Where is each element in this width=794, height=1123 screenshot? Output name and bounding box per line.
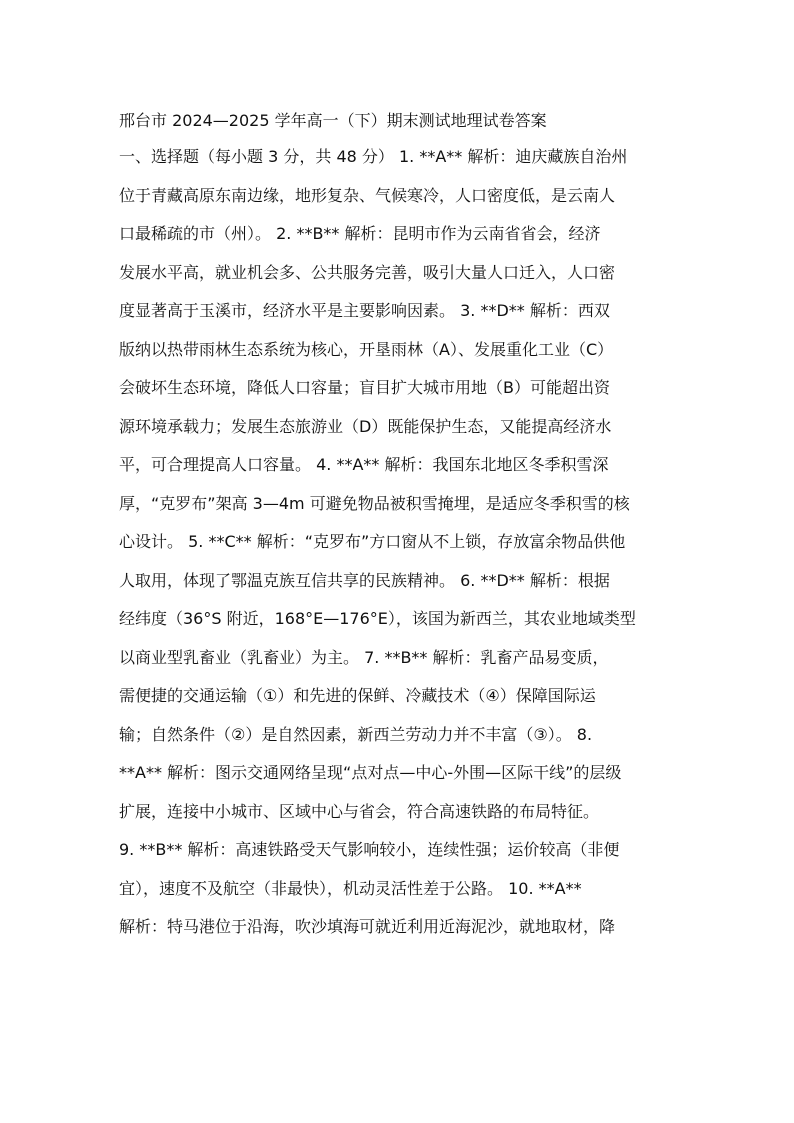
text-line: 心设计。 5. **C** 解析：“克罗布”方口窗从不上锁，存放富余物品供他 [119,532,626,551]
answer-body [119,144,685,953]
text-line: 厚，“克罗布”架高 3—4m 可避免物品被积雪掩埋，是适应冬季积雪的核 [119,493,630,513]
text-line: 会破坏生态环境，降低人口容量；盲目扩大城市用地（B）可能超出资 [119,378,610,397]
text-line: 宜），速度不及航空（非最快），机动灵活性差于公路。 10. **A** [119,878,582,898]
text-line: 输；自然条件（②）是自然因素，新西兰劳动力并不丰富（③）。 8. [119,724,593,744]
text-line: 9. **B** 解析：高速铁路受天气影响较小，连续性强；运价较高（非便 [119,840,620,859]
text-line: 人取用，体现了鄂温克族互信共享的民族精神。 6. **D** 解析：根据 [119,570,610,590]
text-line: 度显著高于玉溪市，经济水平是主要影响因素。 3. **D** 解析：西双 [119,301,610,320]
text-line: 扩展，连接中小城市、区域中心与省会，符合高速铁路的布局特征。 [119,801,600,821]
text-line: 平，可合理提高人口容量。 4. **A** 解析：我国东北地区冬季积雪深 [119,455,609,474]
text-line: 口最稀疏的市（州）。 2. **B** 解析：昆明市作为云南省省会，经济 [119,224,601,243]
text-line: **A** 解析：图示交通网络呈现“点对点—中心-外围—区际干线”的层级 [119,763,622,782]
text-line: 经纬度（36°S 附近，168°E—176°E），该国为新西兰，其农业地域类型 [119,609,636,628]
text-line: 发展水平高，就业机会多、公共服务完善，吸引大量人口迁入，人口密 [119,262,616,282]
text-line: 源环境承载力；发展生态旅游业（D）既能保护生态，又能提高经济水 [119,416,612,436]
text-line: 位于青藏高原东南边缘，地形复杂、气候寒冷，人口密度低，是云南人 [119,185,616,205]
text-line: 解析：特马港位于沿海，吹沙填海可就近利用近海泥沙，就地取材，降 [119,917,616,936]
text-line: 以商业型乳畜业（乳畜业）为主。 7. **B** 解析：乳畜产品易变质， [119,647,609,667]
text-line: 需便捷的交通运输（①）和先进的保鲜、冷藏技术（④）保障国际运 [119,686,596,705]
text-line: 一、选择题（每小题 3 分，共 48 分） 1. **A** 解析：迪庆藏族自治州 [119,147,628,166]
document-title: 邢台市 2024—2025 学年高一（下）期末测试地理试卷答案 [119,111,547,130]
text-line: 版纳以热带雨林生态系统为核心，开垦雨林（A）、发展重化工业（C） [119,339,614,359]
